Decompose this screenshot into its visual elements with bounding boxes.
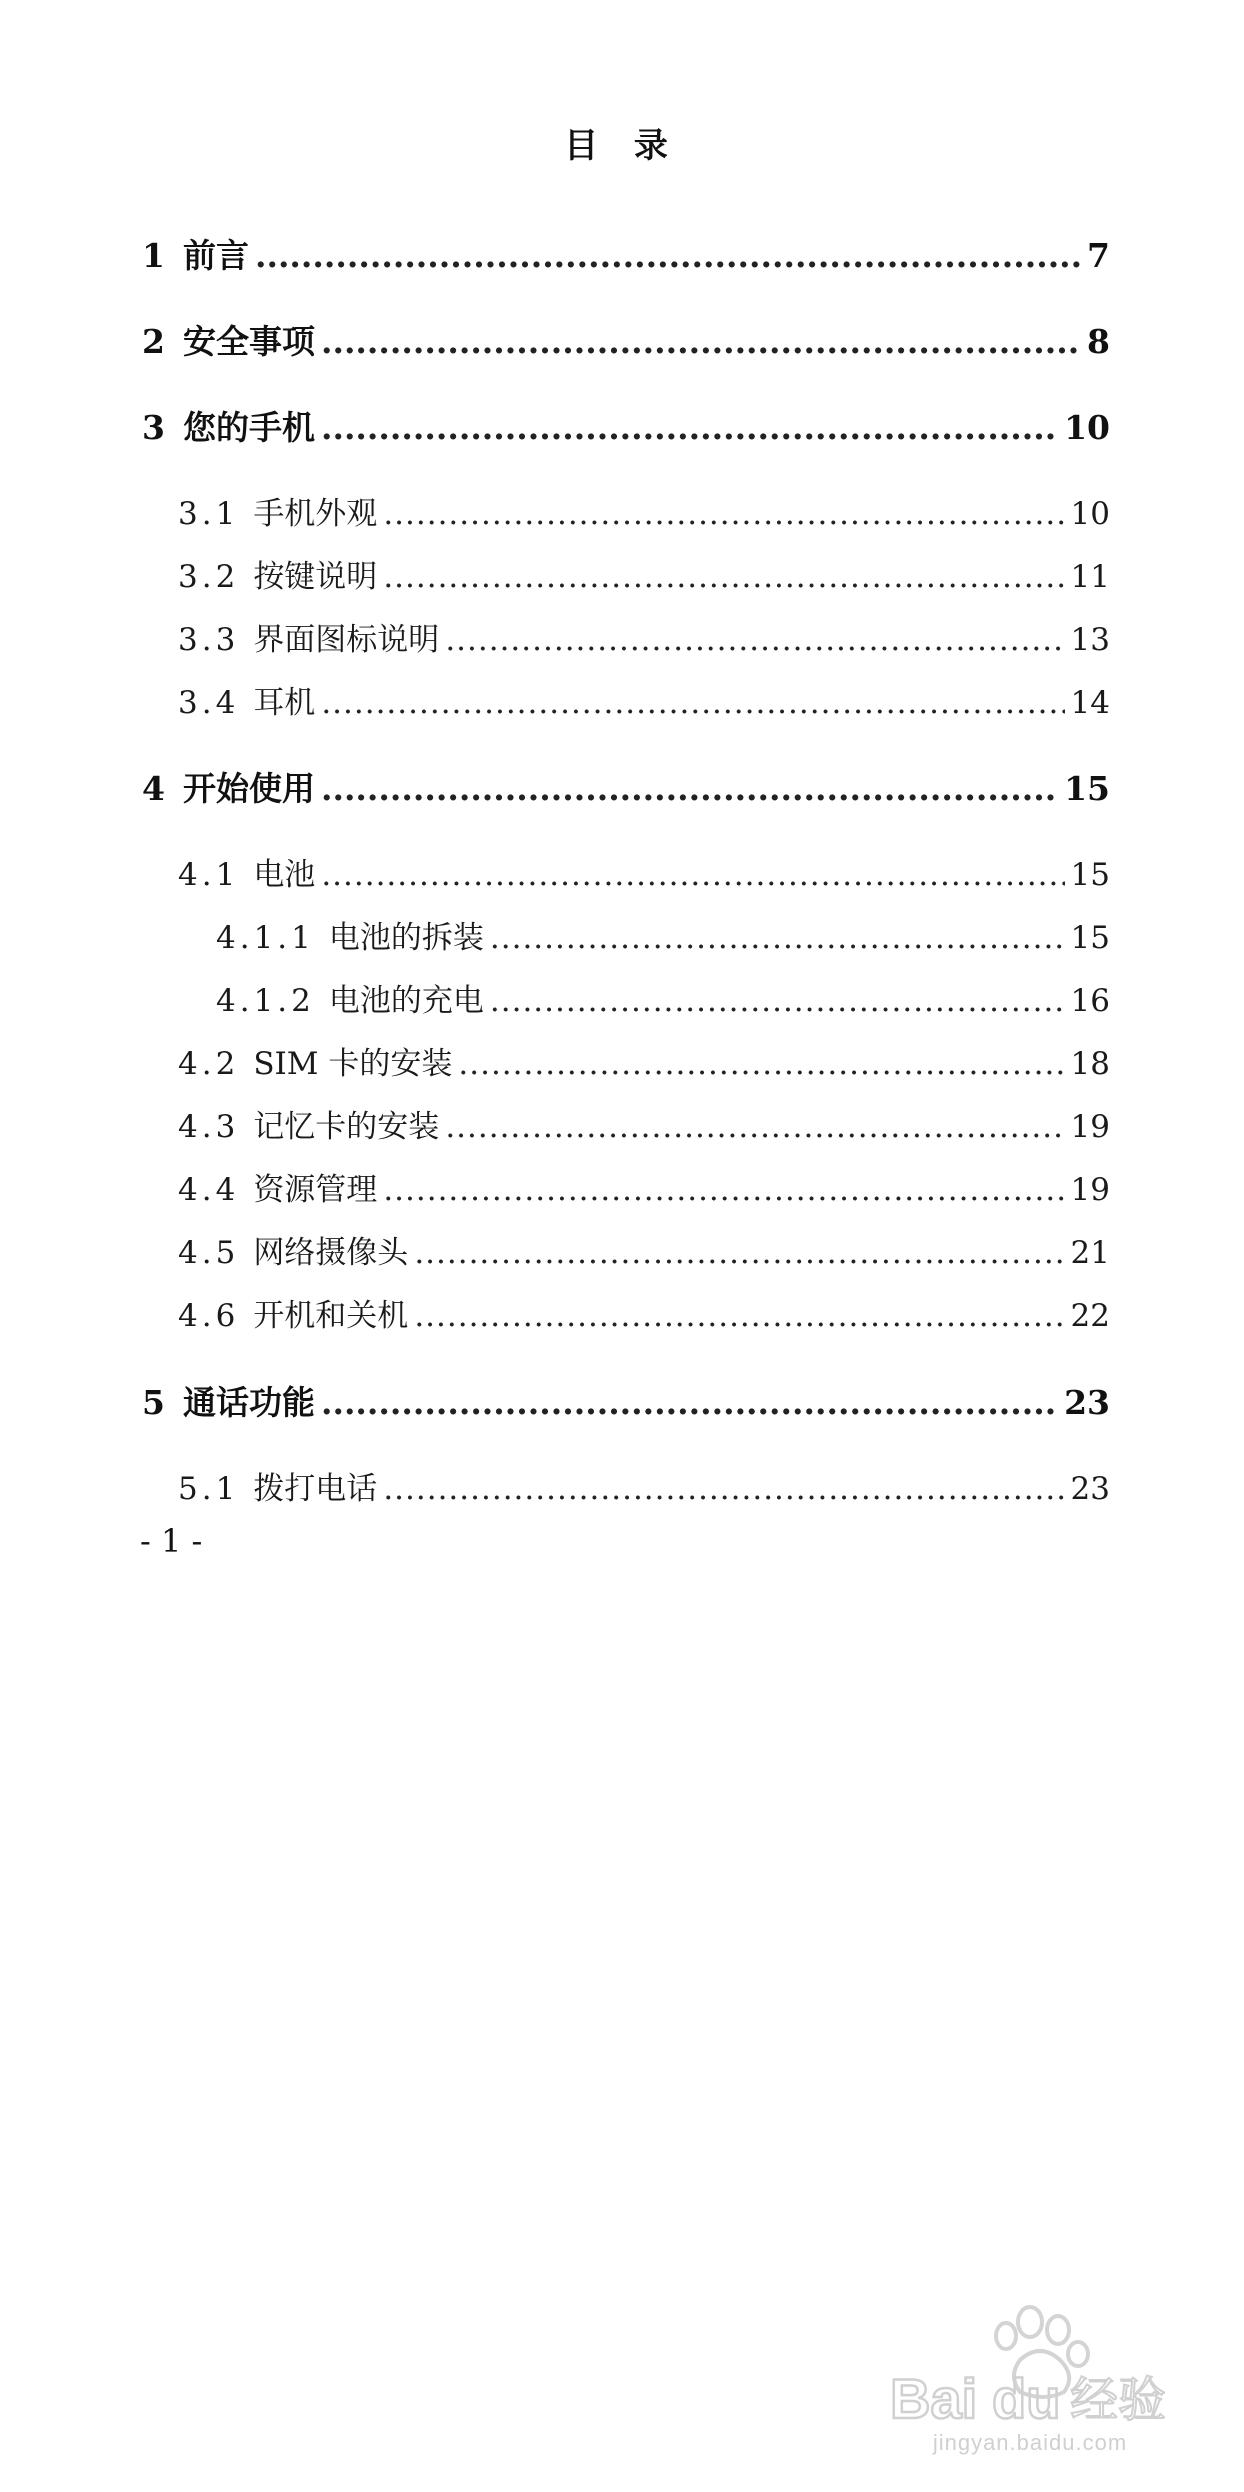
toc-dot-leader xyxy=(414,1298,1064,1334)
toc-entry-number: 5.1 xyxy=(178,1471,240,1507)
watermark-url: jingyan.baidu.com xyxy=(932,2430,1128,2455)
toc-entry[interactable] xyxy=(178,488,1110,533)
toc-dot-leader xyxy=(255,236,1081,275)
toc-entry-label: 通话功能 xyxy=(182,1383,315,1422)
toc-entry[interactable] xyxy=(142,230,1110,277)
toc-entry-page: 13 xyxy=(1070,622,1110,658)
toc-dot-leader xyxy=(458,1046,1064,1082)
toc-entry-label: SIM 卡的安装 xyxy=(253,1046,453,1082)
toc-dot-leader xyxy=(490,983,1065,1019)
toc-entry[interactable] xyxy=(178,551,1110,596)
toc-entry-number: 3.1 xyxy=(178,496,240,532)
baidu-jingyan-watermark xyxy=(880,2300,1180,2470)
toc-entry-label: 网络摄像头 xyxy=(253,1235,409,1271)
toc-dot-leader xyxy=(383,1471,1064,1507)
toc-entry[interactable] xyxy=(142,402,1110,449)
toc-entry-page: 15 xyxy=(1070,857,1110,893)
toc-entry-number: 1 xyxy=(142,236,165,275)
toc-dot-leader xyxy=(321,322,1081,361)
toc-entry-page: 21 xyxy=(1070,1235,1110,1271)
toc-dot-leader xyxy=(445,622,1064,658)
toc-entry-label: 拨打电话 xyxy=(253,1471,378,1507)
toc-entry-label: 电池的充电 xyxy=(328,983,484,1019)
toc-entry[interactable] xyxy=(178,1164,1110,1209)
toc-entry-page: 10 xyxy=(1070,496,1110,532)
toc-entry-label: 开始使用 xyxy=(182,769,315,808)
toc-dot-leader xyxy=(321,1383,1058,1422)
toc-dot-leader xyxy=(321,857,1064,893)
toc-entry-number: 4 xyxy=(142,769,165,808)
toc-entry[interactable] xyxy=(216,975,1110,1020)
toc-entry[interactable] xyxy=(178,1101,1110,1146)
toc-entry-number: 4.4 xyxy=(178,1172,240,1208)
toc-entry[interactable] xyxy=(178,614,1110,659)
toc-entry-label: 开机和关机 xyxy=(253,1298,409,1334)
toc-entry[interactable] xyxy=(178,677,1110,722)
toc-entry-page: 18 xyxy=(1070,1046,1110,1082)
toc-entry[interactable] xyxy=(142,316,1110,363)
toc-entry-label: 按键说明 xyxy=(253,559,378,595)
toc-entry-number: 3.3 xyxy=(178,622,240,658)
toc-entry-number: 4.1.2 xyxy=(216,983,315,1019)
toc-entry-label: 您的手机 xyxy=(182,408,315,447)
toc-entry-number: 4.1 xyxy=(178,857,240,893)
toc-entry-page: 23 xyxy=(1064,1383,1110,1422)
toc-entry-label: 前言 xyxy=(182,236,249,275)
toc-entry-page: 7 xyxy=(1087,236,1110,275)
toc-entry-label: 资源管理 xyxy=(253,1172,378,1208)
toc-dot-leader xyxy=(321,408,1058,447)
toc-entry-label: 电池的拆装 xyxy=(328,920,484,956)
toc-entry-label: 界面图标说明 xyxy=(253,622,440,658)
toc-entry-number: 4.2 xyxy=(178,1046,240,1082)
toc-entry-page: 10 xyxy=(1064,408,1110,447)
toc-dot-leader xyxy=(321,685,1064,721)
toc-entry-page: 19 xyxy=(1070,1172,1110,1208)
toc-entry-page: 15 xyxy=(1070,920,1110,956)
toc-entry[interactable] xyxy=(178,1463,1110,1508)
toc-dot-leader xyxy=(414,1235,1064,1271)
toc-entry-page: 19 xyxy=(1070,1109,1110,1145)
toc-entry-page: 15 xyxy=(1064,769,1110,808)
toc-entry-label: 安全事项 xyxy=(182,322,315,361)
toc-dot-leader xyxy=(383,496,1064,532)
svg-text:经验: 经验 xyxy=(1070,2372,1167,2428)
toc-dot-leader xyxy=(383,559,1064,595)
toc-entry[interactable] xyxy=(178,1290,1110,1335)
toc-entry[interactable] xyxy=(216,912,1110,957)
svg-text:Bai: Bai xyxy=(890,2367,978,2430)
toc-entry[interactable] xyxy=(178,1038,1110,1083)
toc-entry-number: 3.4 xyxy=(178,685,240,721)
toc-entry-number: 3.2 xyxy=(178,559,240,595)
toc-entry-page: 16 xyxy=(1070,983,1110,1019)
toc-dot-leader xyxy=(445,1109,1064,1145)
toc-entry-label: 手机外观 xyxy=(253,496,378,532)
toc-entry-page: 14 xyxy=(1070,685,1110,721)
toc-entry-page: 22 xyxy=(1070,1298,1110,1334)
page-title: 目 录 xyxy=(564,126,680,166)
toc-entry-page: 23 xyxy=(1070,1471,1110,1507)
toc-entry-number: 2 xyxy=(142,322,165,361)
toc-dot-leader xyxy=(321,769,1058,808)
toc-entry-number: 3 xyxy=(142,408,165,447)
svg-text:du: du xyxy=(992,2367,1061,2430)
toc-entry[interactable] xyxy=(178,849,1110,894)
toc-entry-label: 记忆卡的安装 xyxy=(253,1109,440,1145)
toc-entry-number: 4.5 xyxy=(178,1235,240,1271)
toc-entry-page: 11 xyxy=(1070,559,1110,595)
toc-entry-number: 4.1.1 xyxy=(216,920,315,956)
toc-entry[interactable] xyxy=(178,1227,1110,1272)
page-number: - 1 - xyxy=(140,1522,203,1560)
toc-entry-number: 4.3 xyxy=(178,1109,240,1145)
toc-entry[interactable] xyxy=(142,763,1110,810)
toc-entry-page: 8 xyxy=(1087,322,1110,361)
toc-dot-leader xyxy=(490,920,1065,956)
toc-entry[interactable] xyxy=(142,1377,1110,1424)
baidu-paw-logo-icon xyxy=(880,2300,1180,2430)
toc-dot-leader xyxy=(383,1172,1064,1208)
toc-entry-label: 电池 xyxy=(253,857,316,893)
toc-entry-label: 耳机 xyxy=(253,685,316,721)
toc-entry-number: 5 xyxy=(142,1383,165,1422)
toc-entry-number: 4.6 xyxy=(178,1298,240,1334)
